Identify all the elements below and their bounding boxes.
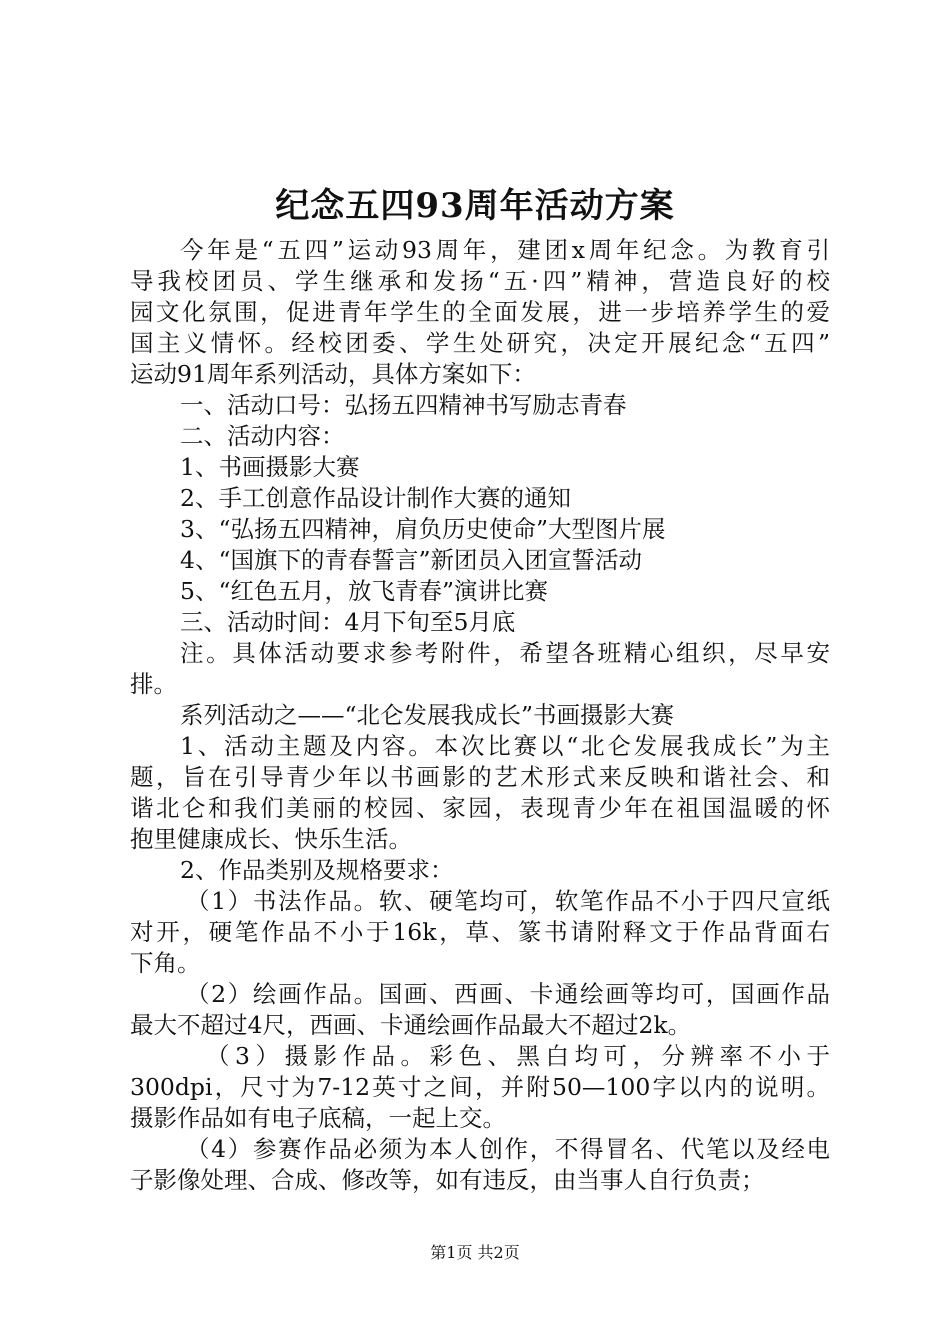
paragraph-line: 抱里健康成长、快乐生活。 [130, 825, 412, 853]
paragraph-line: （4）参赛作品必须为本人创作，不得冒名、代笔以及经电 [186, 1135, 830, 1163]
paragraph-line: 今年是“五四”运动93周年，建团x周年纪念。为教育引 [180, 236, 830, 264]
paragraph-line: 子影像处理、合成、修改等，如有违反，由当事人自行负责； [130, 1166, 765, 1194]
paragraph-line: 4、“国旗下的青春誓言”新团员入团宣誓活动 [180, 546, 642, 574]
paragraph-line: 国主义情怀。经校团委、学生处研究，决定开展纪念“五四” [130, 329, 830, 357]
paragraph-line: 三、活动时间：4月下旬至5月底 [180, 608, 516, 636]
paragraph-line: 2、手工创意作品设计制作大赛的通知 [180, 484, 571, 512]
paragraph-line: 导我校团员、学生继承和发扬“五·四”精神，营造良好的校 [130, 267, 830, 295]
paragraph-line: 排。 [130, 670, 177, 698]
paragraph-line: 5、“红色五月，放飞青春”演讲比赛 [180, 577, 548, 605]
paragraph-line: 题，旨在引导青少年以书画影的艺术形式来反映和谐社会、和 [130, 763, 830, 791]
paragraph-line: 3、“弘扬五四精神，肩负历史使命”大型图片展 [180, 515, 666, 543]
paragraph-line: 注。具体活动要求参考附件，希望各班精心组织，尽早安 [180, 639, 830, 667]
paragraph-line: 最大不超过4尺，西画、卡通绘画作品最大不超过2k。 [130, 1011, 692, 1039]
paragraph-line: 系列活动之——“北仑发展我成长”书画摄影大赛 [180, 701, 675, 729]
paragraph-line: 运动91周年系列活动，具体方案如下： [130, 360, 536, 388]
document-body [130, 235, 830, 1196]
paragraph-line: 300dpi，尺寸为7-12英寸之间，并附50—100字以内的说明。 [130, 1073, 830, 1101]
paragraph-line: 2、作品类别及规格要求： [180, 856, 454, 884]
paragraph-line: 1、活动主题及内容。本次比赛以“北仑发展我成长”为主 [180, 732, 830, 760]
paragraph-line: 谐北仑和我们美丽的校园、家园，表现青少年在祖国温暖的怀 [130, 794, 830, 822]
paragraph-line: （1）书法作品。软、硬笔均可，软笔作品不小于四尺宣纸 [186, 887, 830, 915]
page-footer: 第1页 共2页 [430, 1243, 520, 1262]
paragraph-line: 下角。 [130, 949, 201, 977]
paragraph-line: 1、书画摄影大赛 [180, 453, 360, 481]
paragraph-line: 对开，硬笔作品不小于16k，草、篆书请附释文于作品背面右 [130, 918, 830, 946]
paragraph-line: （3）摄影作品。彩色、黑白均可，分辨率不小于 [206, 1042, 830, 1070]
document-title: 纪念五四93周年活动方案 [275, 186, 675, 226]
paragraph-line: 园文化氛围，促进青年学生的全面发展，进一步培养学生的爱 [130, 298, 830, 326]
paragraph-line: 二、活动内容： [180, 422, 345, 450]
paragraph-line: （2）绘画作品。国画、西画、卡通绘画等均可，国画作品 [186, 980, 830, 1008]
paragraph-line: 摄影作品如有电子底稿，一起上交。 [130, 1104, 506, 1132]
paragraph-line: 一、活动口号：弘扬五四精神书写励志青春 [180, 391, 627, 419]
